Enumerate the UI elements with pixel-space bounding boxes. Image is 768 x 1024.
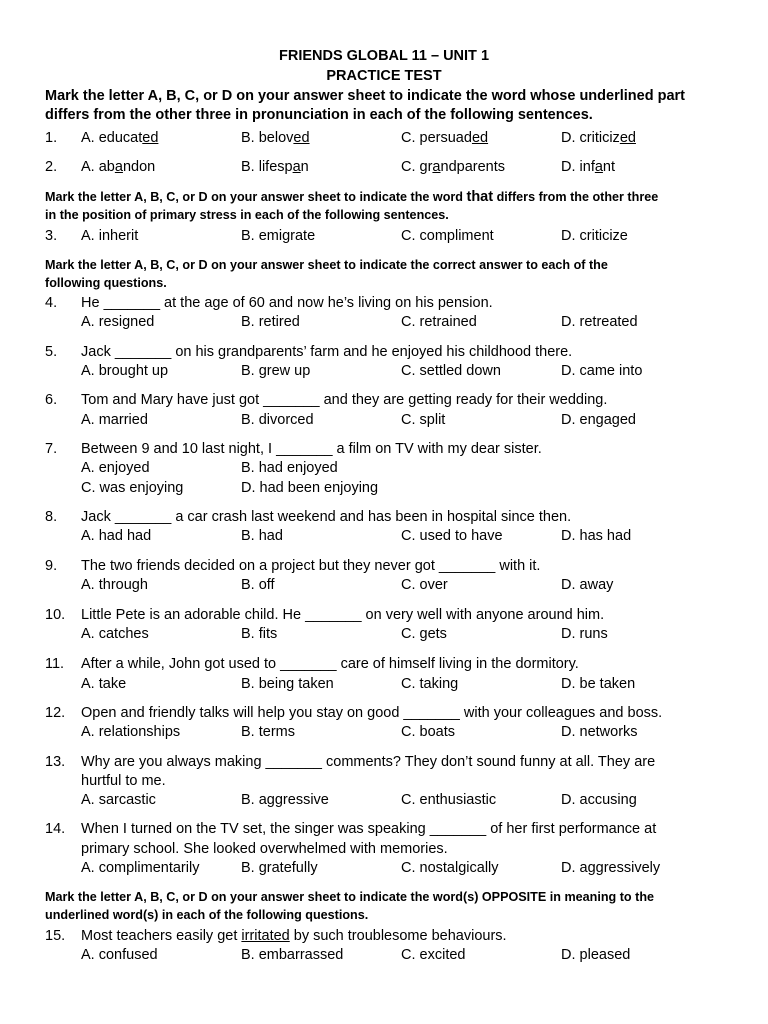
option-a[interactable]: A. married — [81, 412, 148, 428]
question-7-options-row2 — [45, 478, 735, 498]
option-d[interactable]: D. had been enjoying — [241, 480, 379, 496]
option-a[interactable]: A. abandon — [81, 159, 156, 175]
question-4 — [45, 293, 735, 313]
question-stem: Most teachers easily get irritated by such troublesome behaviours. — [81, 928, 507, 944]
option-a[interactable]: A. educated — [81, 130, 159, 146]
option-d[interactable]: D. aggressively — [561, 860, 661, 876]
question-number: 15. — [45, 928, 66, 944]
underlined-part: a — [292, 159, 301, 175]
question-2 — [45, 157, 735, 177]
option-b[interactable]: B. terms — [241, 724, 295, 740]
option-b[interactable]: B. embarrassed — [241, 947, 344, 963]
instruction-line: Mark the letter A, B, C, or D on your answer sheet to indicate the word whose underlined part — [45, 88, 685, 104]
question-number: 13. — [45, 754, 66, 770]
option-a[interactable]: A. resigned — [81, 314, 155, 330]
question-stem: Jack _______ a car crash last weekend and has been in hospital since then. — [81, 509, 572, 525]
instruction-line: Mark the letter A, B, C, or D on your answer sheet to indicate the word(s) OPPOSITE in meaning to the — [45, 890, 655, 904]
option-c[interactable]: C. over — [401, 577, 448, 593]
option-c[interactable]: C. gets — [401, 626, 447, 642]
option-a[interactable]: A. enjoyed — [81, 460, 150, 476]
option-a[interactable]: A. complimentarily — [81, 860, 200, 876]
option-b[interactable]: B. lifespan — [241, 159, 309, 175]
option-a[interactable]: A. catches — [81, 626, 149, 642]
question-14 — [45, 819, 735, 839]
option-c[interactable]: C. retrained — [401, 314, 477, 330]
option-c[interactable]: C. grandparents — [401, 159, 505, 175]
question-8 — [45, 507, 735, 527]
question-10 — [45, 605, 735, 625]
question-7-options-row1 — [45, 458, 735, 478]
option-b[interactable]: B. had — [241, 528, 283, 544]
question-stem: After a while, John got used to _______ care of himself living in the dormitory. — [81, 656, 579, 672]
question-14-stem-cont — [45, 839, 735, 859]
page-subtitle: PRACTICE TEST — [326, 68, 442, 84]
page-title: FRIENDS GLOBAL 11 – UNIT 1 — [278, 48, 490, 64]
option-a[interactable]: A. had had — [81, 528, 152, 544]
question-15 — [45, 926, 735, 946]
option-b[interactable]: B. had enjoyed — [241, 460, 338, 476]
instruction-line: underlined word(s) in each of the following questions. — [45, 908, 369, 922]
question-stem: Jack _______ on his grandparents’ farm and he enjoyed his childhood there. — [81, 344, 573, 360]
question-stem: Between 9 and 10 last night, I _______ a film on TV with my dear sister. — [81, 441, 542, 457]
option-c[interactable]: C. compliment — [401, 228, 494, 244]
question-number: 2. — [45, 159, 58, 175]
question-number: 9. — [45, 558, 58, 574]
question-8-options — [45, 526, 735, 546]
option-c[interactable]: C. boats — [401, 724, 455, 740]
option-d[interactable]: D. has had — [561, 528, 632, 544]
question-12 — [45, 703, 735, 723]
question-3 — [45, 226, 735, 246]
question-9 — [45, 556, 735, 576]
option-d[interactable]: D. infant — [561, 159, 616, 175]
instruction-stress — [45, 188, 735, 224]
option-d[interactable]: D. be taken — [561, 676, 636, 692]
option-c[interactable]: C. settled down — [401, 363, 501, 379]
option-b[interactable]: B. aggressive — [241, 792, 329, 808]
option-b[interactable]: B. grew up — [241, 363, 311, 379]
option-d[interactable]: D. pleased — [561, 947, 631, 963]
question-stem: hurtful to me. — [81, 773, 166, 789]
instruction-line: following questions. — [45, 276, 167, 290]
option-b[interactable]: B. being taken — [241, 676, 334, 692]
option-d[interactable]: D. networks — [561, 724, 638, 740]
question-5-options — [45, 361, 735, 381]
question-number: 1. — [45, 130, 58, 146]
option-d[interactable]: D. came into — [561, 363, 643, 379]
question-6-options — [45, 410, 735, 430]
option-c[interactable]: C. nostalgically — [401, 860, 499, 876]
question-5 — [45, 342, 735, 362]
question-stem: Why are you always making _______ comments? They don’t sound funny at all. They are — [81, 754, 656, 770]
option-a[interactable]: A. take — [81, 676, 127, 692]
option-b[interactable]: B. beloved — [241, 130, 310, 146]
question-6 — [45, 390, 735, 410]
question-number: 14. — [45, 821, 66, 837]
question-stem: Open and friendly talks will help you stay on good _______ with your colleagues and boss. — [81, 705, 663, 721]
option-d[interactable]: D. runs — [561, 626, 608, 642]
question-7 — [45, 439, 735, 459]
option-b[interactable]: B. gratefully — [241, 860, 318, 876]
option-c[interactable]: C. excited — [401, 947, 466, 963]
option-b[interactable]: B. retired — [241, 314, 300, 330]
question-15-options — [45, 945, 735, 965]
question-stem: Tom and Mary have just got _______ and they are getting ready for their wedding. — [81, 392, 608, 408]
question-stem: The two friends decided on a project but they never got _______ with it. — [81, 558, 541, 574]
question-11-options — [45, 674, 735, 694]
question-9-options — [45, 575, 735, 595]
option-a[interactable]: A. relationships — [81, 724, 181, 740]
underlined-part: a — [114, 159, 123, 175]
option-c[interactable]: C. used to have — [401, 528, 503, 544]
option-a[interactable]: A. brought up — [81, 363, 169, 379]
underlined-part: ed — [471, 130, 489, 146]
question-13-options — [45, 790, 735, 810]
question-1 — [45, 128, 735, 148]
option-d[interactable]: D. away — [561, 577, 614, 593]
option-d[interactable]: D. engaged — [561, 412, 636, 428]
question-11 — [45, 654, 735, 674]
option-d[interactable]: D. accusing — [561, 792, 637, 808]
question-number: 8. — [45, 509, 58, 525]
option-a[interactable]: A. confused — [81, 947, 158, 963]
question-13 — [45, 752, 735, 772]
instruction-line: in the position of primary stress in each of the following sentences. — [45, 208, 449, 222]
underlined-part: a — [432, 159, 441, 175]
question-number: 6. — [45, 392, 58, 408]
option-b[interactable]: B. fits — [241, 626, 278, 642]
option-d[interactable]: D. retreated — [561, 314, 638, 330]
underlined-part: ed — [142, 130, 159, 146]
question-14-options — [45, 858, 735, 878]
option-c[interactable]: C. persuaded — [401, 130, 489, 146]
underlined-part: ed — [619, 130, 636, 146]
question-number: 5. — [45, 344, 58, 360]
instruction-line: Mark the letter A, B, C, or D on your answer sheet to indicate the correct answer to each of the — [45, 258, 608, 272]
question-stem: He _______ at the age of 60 and now he’s living on his pension. — [81, 295, 493, 311]
underlined-part: a — [594, 159, 603, 175]
option-a[interactable]: A. inherit — [81, 228, 139, 244]
instruction-line: differs from the other three in pronunciation in each of the following sentences. — [45, 107, 593, 123]
instruction-opposite — [45, 888, 735, 924]
option-b[interactable]: B. divorced — [241, 412, 314, 428]
option-c[interactable]: C. split — [401, 412, 446, 428]
option-c[interactable]: C. enthusiastic — [401, 792, 497, 808]
question-number: 11. — [45, 656, 65, 672]
option-c[interactable]: C. was enjoying — [81, 480, 184, 496]
underlined-part: ed — [293, 130, 310, 146]
instruction-line: Mark the letter A, B, C, or D on your answer sheet to indicate the word that differs from the other three — [45, 189, 659, 205]
question-number: 3. — [45, 228, 58, 244]
option-d[interactable]: D. criticized — [561, 130, 636, 146]
option-b[interactable]: B. off — [241, 577, 275, 593]
option-a[interactable]: A. sarcastic — [81, 792, 156, 808]
underlined-word: irritated — [241, 928, 290, 944]
question-number: 12. — [45, 705, 66, 721]
question-4-options — [45, 312, 735, 332]
question-number: 10. — [45, 607, 66, 623]
question-stem: When I turned on the TV set, the singer was speaking _______ of her first performance at — [81, 821, 657, 837]
instruction-pronunciation — [45, 87, 735, 125]
question-13-stem-cont — [45, 771, 735, 791]
question-12-options — [45, 722, 735, 742]
question-stem: Little Pete is an adorable child. He _______ on very well with anyone around him. — [81, 607, 605, 623]
option-d[interactable]: D. criticize — [561, 228, 628, 244]
question-number: 4. — [45, 295, 58, 311]
question-10-options — [45, 624, 735, 644]
instruction-correct-answer — [45, 256, 735, 292]
option-a[interactable]: A. through — [81, 577, 148, 593]
question-stem: primary school. She looked overwhelmed with memories. — [81, 841, 448, 857]
option-b[interactable]: B. emigrate — [241, 228, 316, 244]
option-c[interactable]: C. taking — [401, 676, 459, 692]
question-number: 7. — [45, 441, 58, 457]
